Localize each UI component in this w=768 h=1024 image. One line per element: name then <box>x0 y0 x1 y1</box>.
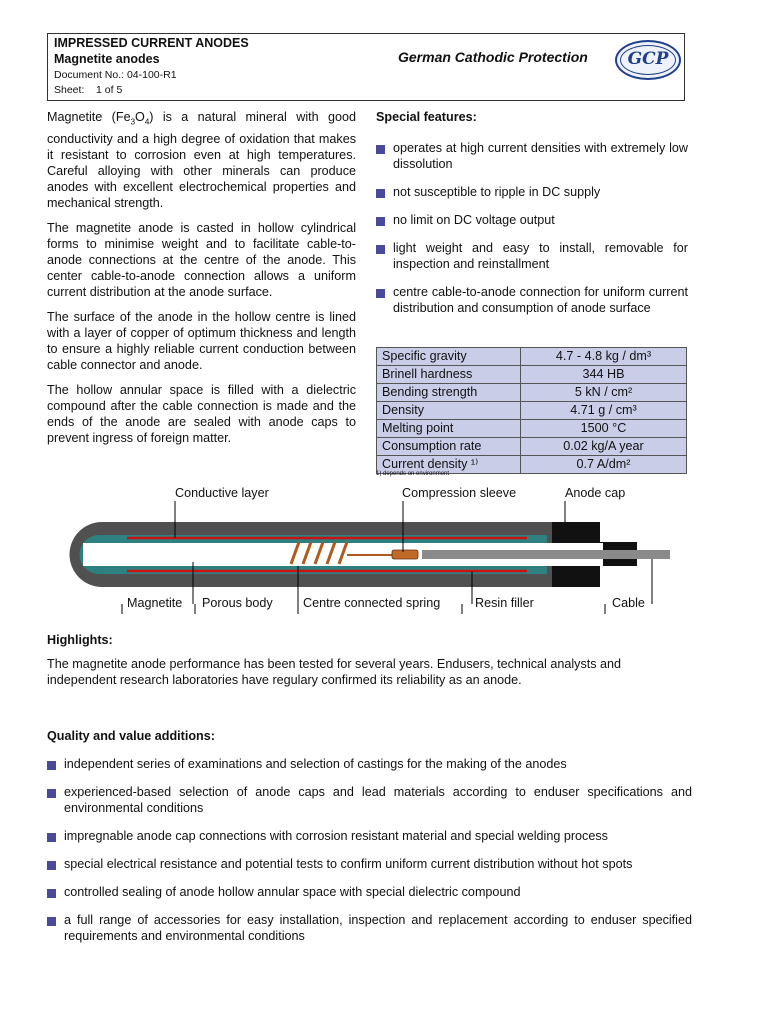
bullet-icon <box>376 189 385 198</box>
compression-sleeve-shape <box>392 550 418 559</box>
intro-paragraph-3: The surface of the anode in the hollow centre is lined with a layer of copper of optimum thickness and length to ensure a highly reliable current conduction between cable connector and anode. <box>47 309 356 372</box>
document-header <box>47 33 685 101</box>
label-cable: Cable <box>612 596 645 610</box>
table-row: Density 4.71 g / cm³ <box>377 402 687 420</box>
list-item: no limit on DC voltage output <box>376 212 688 228</box>
bullet-icon <box>376 245 385 254</box>
label-resin-filler: Resin filler <box>475 596 534 610</box>
intro-text <box>47 109 356 455</box>
table-row: Bending strength 5 kN / cm² <box>377 384 687 402</box>
table-footnote: 1) depends on environment <box>376 471 450 477</box>
list-item: special electrical resistance and potential tests to confirm uniform current distribution without hot spots <box>47 856 692 872</box>
logo-text: GCP <box>627 49 669 69</box>
list-item: experienced-based selection of anode caps and lead materials according to enduser specifications and environmental conditions <box>47 784 692 816</box>
list-item: light weight and easy to install, removable for inspection and reinstallment <box>376 240 688 272</box>
cable-shape <box>422 550 670 559</box>
bullet-icon <box>47 861 56 870</box>
bullet-icon <box>47 917 56 926</box>
label-compression-sleeve: Compression sleeve <box>402 486 517 500</box>
special-features <box>376 109 688 328</box>
list-item: operates at high current densities with extremely low dissolution <box>376 140 688 172</box>
quality-heading: Quality and value additions: <box>47 729 215 743</box>
document-title: IMPRESSED CURRENT ANODES <box>54 36 249 50</box>
table-row: Melting point 1500 °C <box>377 420 687 438</box>
properties-table <box>376 347 687 474</box>
bullet-icon <box>376 145 385 154</box>
list-item: not susceptible to ripple in DC supply <box>376 184 688 200</box>
anode-diagram <box>47 484 687 619</box>
bullet-icon <box>47 833 56 842</box>
table-row: Consumption rate 0.02 kg/A year <box>377 438 687 456</box>
highlights-text: The magnetite anode performance has been tested for several years. Endusers, technical analysts and independent research laboratories have regulary confirmed its reliability as an anode. <box>47 657 622 687</box>
gcp-logo <box>615 40 685 86</box>
highlights-heading: Highlights: <box>47 633 113 647</box>
label-porous-body: Porous body <box>202 596 273 610</box>
bottom-section <box>47 632 692 956</box>
bullet-icon <box>47 761 56 770</box>
list-item: independent series of examinations and selection of castings for the making of the anodes <box>47 756 692 772</box>
label-centre-spring: Centre connected spring <box>303 596 441 610</box>
bullet-icon <box>376 289 385 298</box>
intro-paragraph-1: Magnetite $(Fe_3O_4)$ is a natural mineral with good conductivity and a high degree of oxidation that makes it resistant to corrosion even at high temperatures. Careful alloying with other minerals can produce anodes with excellent electrochemical properties and mechanical strength. <box>47 110 357 210</box>
sheet-number: Sheet: 1 of 5 <box>54 84 123 96</box>
label-magnetite: Magnetite <box>127 596 183 610</box>
list-item: centre cable-to-anode connection for uniform current distribution and consumption of anode surface <box>376 284 688 316</box>
intro-paragraph-4: The hollow annular space is filled with a dielectric compound after the cable connection is made and the ends of the anode are sealed with anode caps to prevent ingress of foreign matter. <box>47 382 356 445</box>
document-number: Document No.: 04-100-R1 <box>54 69 177 81</box>
document-subtitle: Magnetite anodes <box>54 52 160 66</box>
list-item: controlled sealing of anode hollow annular space with special dielectric compound <box>47 884 692 900</box>
list-item: a full range of accessories for easy installation, inspection and replacement according to enduser specified requirements and environmental conditions <box>47 912 692 944</box>
bullet-icon <box>47 789 56 798</box>
table-row: Current density ¹⁾ 0.7 A/dm² <box>377 456 687 474</box>
label-conductive-layer: Conductive layer <box>175 486 269 500</box>
features-heading: Special features: <box>376 110 477 124</box>
table-row: Specific gravity 4.7 - 4.8 kg / dm³ <box>377 348 687 366</box>
bullet-icon <box>47 889 56 898</box>
label-anode-cap: Anode cap <box>565 486 626 500</box>
company-name: German Cathodic Protection <box>398 49 588 65</box>
table-row: Brinell hardness 344 HB <box>377 366 687 384</box>
intro-paragraph-2: The magnetite anode is casted in hollow cylindrical forms to minimise weight and to facilitate cable-to-anode connections at the centre of the anode. This center cable-to-anode connection allows a uniform current distribution at the anode surface. <box>47 220 356 299</box>
list-item: impregnable anode cap connections with corrosion resistant material and special welding process <box>47 828 692 844</box>
bullet-icon <box>376 217 385 226</box>
